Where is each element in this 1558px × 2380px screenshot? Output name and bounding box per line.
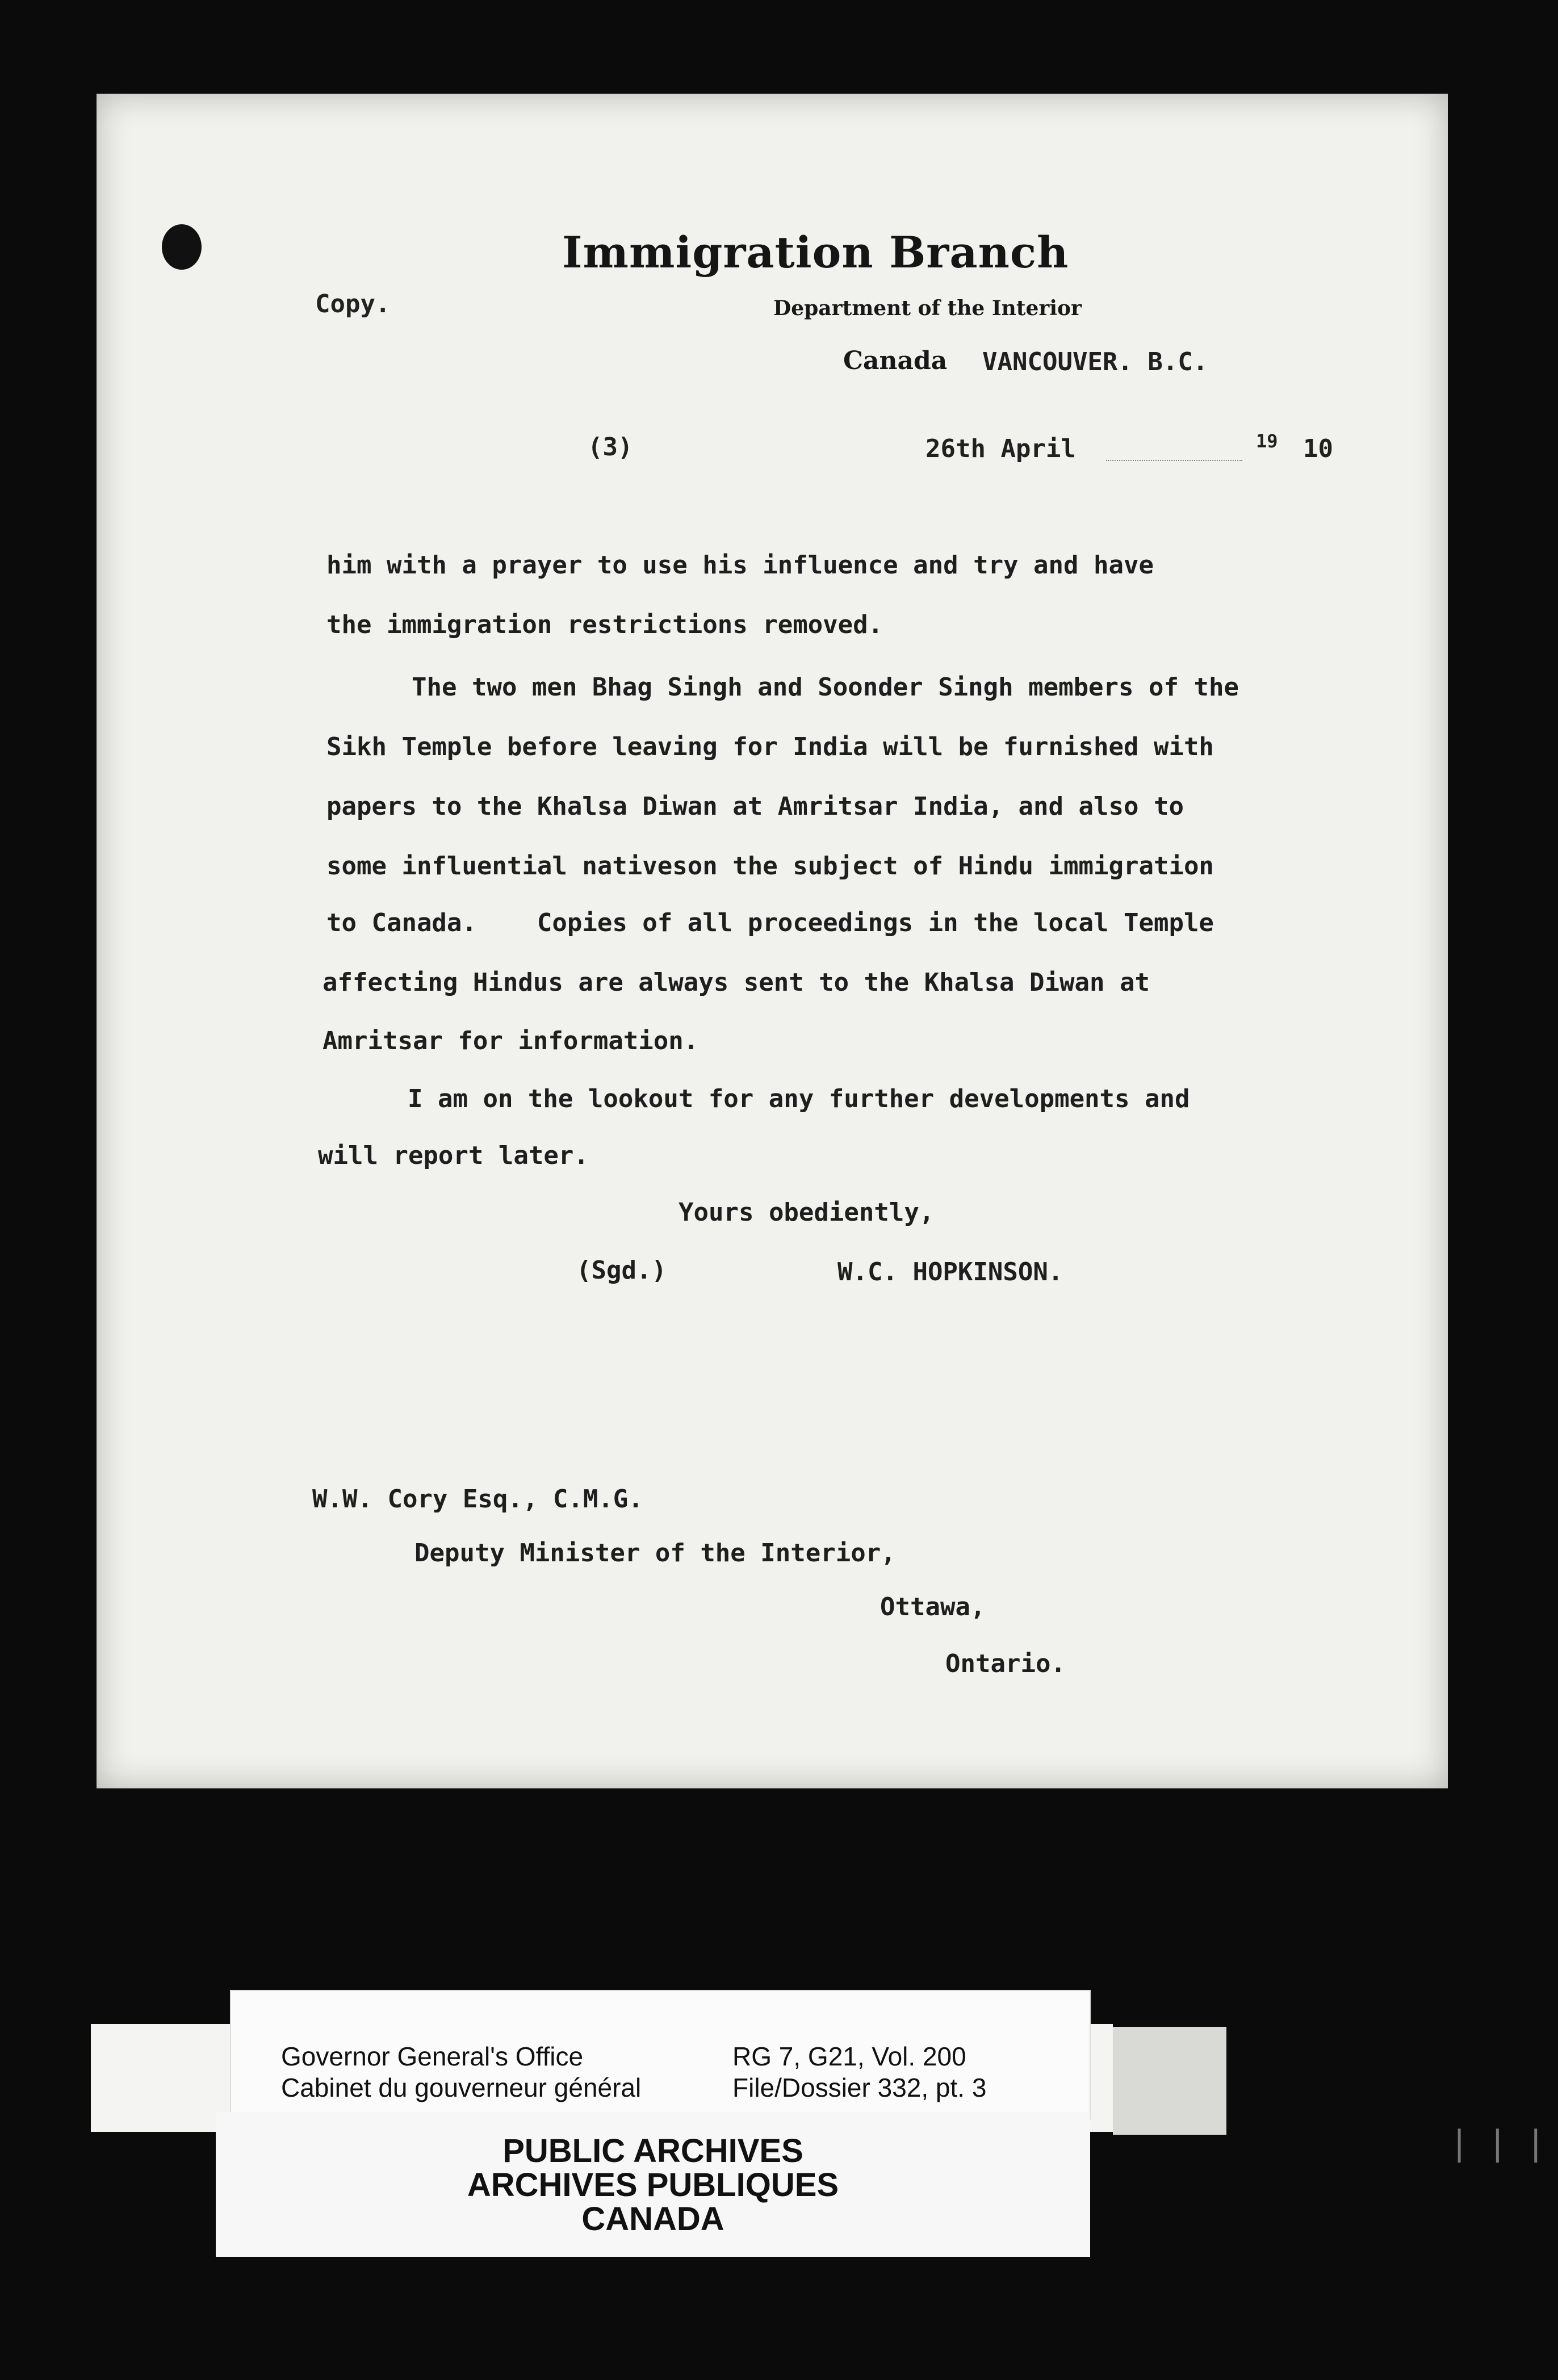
- year-suffix: 10: [1303, 434, 1333, 463]
- year-prefix: 19: [1256, 430, 1278, 452]
- label-backing-shadow: [1113, 2027, 1226, 2135]
- body-line: The two men Bhag Singh and Soonder Singh members of the: [412, 673, 1239, 702]
- body-line: will report later.: [318, 1141, 589, 1170]
- body-line: the immigration restrictions removed.: [326, 610, 883, 639]
- department-name: Department of the Interior: [773, 296, 1082, 320]
- body-line: him with a prayer to use his influence and try and have: [326, 551, 1154, 580]
- archives-line-2: ARCHIVES PUBLIQUES: [467, 2167, 839, 2203]
- archive-reference: RG 7, G21, Vol. 200: [732, 2042, 966, 2071]
- body-line: Sikh Temple before leaving for India will be furnished with: [326, 732, 1214, 761]
- addressee-city: Ottawa,: [880, 1593, 986, 1621]
- letterhead-title: Immigration Branch: [562, 227, 1069, 278]
- office-french: Cabinet du gouverneur général: [281, 2073, 642, 2102]
- body-line: Amritsar for information.: [323, 1026, 699, 1055]
- letter-date: 26th April: [925, 434, 1076, 463]
- archive-file: File/Dossier 332, pt. 3: [732, 2073, 987, 2102]
- sender-city: VANCOUVER. B.C.: [982, 347, 1208, 376]
- archives-line-3: CANADA: [581, 2201, 724, 2237]
- letter-page: [97, 94, 1448, 1788]
- addressee-title: Deputy Minister of the Interior,: [414, 1539, 896, 1568]
- signed-mark: (Sgd.): [576, 1256, 667, 1285]
- office-english: Governor General's Office: [281, 2042, 584, 2071]
- date-line: [1106, 460, 1242, 461]
- closing-salutation: Yours obediently,: [679, 1198, 935, 1227]
- copy-mark: Copy.: [315, 290, 391, 319]
- addressee-name: W.W. Cory Esq., C.M.G.: [312, 1485, 643, 1514]
- film-edge-marks: | | |: [1454, 2123, 1549, 2163]
- body-line: to Canada. Copies of all proceedings in the local Temple: [326, 908, 1214, 937]
- addressee-province: Ontario.: [945, 1649, 1066, 1678]
- ink-smudge: [162, 224, 202, 270]
- archives-line-1: PUBLIC ARCHIVES: [502, 2132, 803, 2169]
- body-line: papers to the Khalsa Diwan at Amritsar India, and also to: [326, 792, 1184, 821]
- body-line: I am on the lookout for any further developments and: [408, 1084, 1190, 1113]
- signer-name: W.C. HOPKINSON.: [837, 1258, 1063, 1287]
- country-name: Canada: [843, 346, 948, 375]
- page-number: (3): [588, 433, 633, 462]
- body-line: affecting Hindus are always sent to the Khalsa Diwan at: [323, 968, 1150, 997]
- body-line: some influential nativeson the subject of Hindu immigration: [326, 852, 1214, 881]
